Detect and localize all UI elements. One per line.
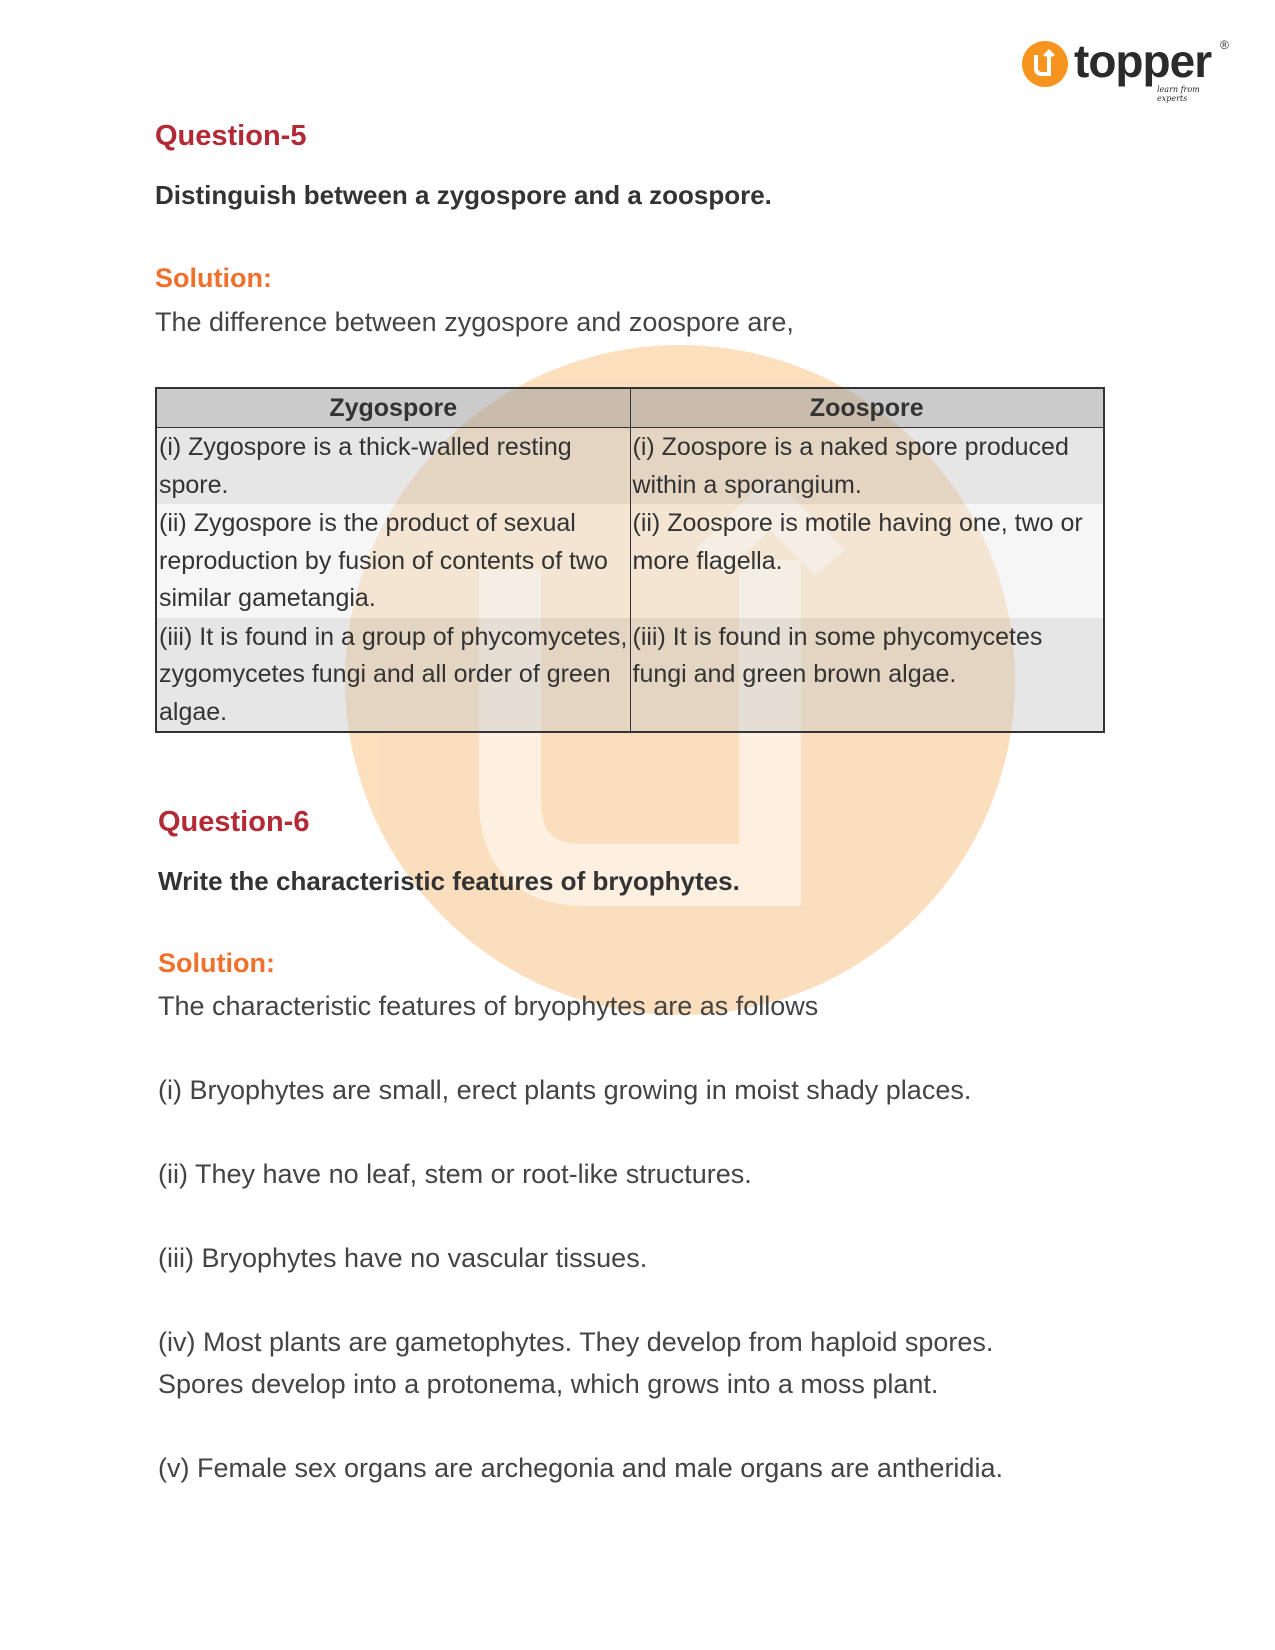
table-cell: (i) Zygospore is a thick-walled resting spore.	[156, 428, 630, 505]
table-cell: (iii) It is found in a group of phycomycetes, zygomycetes fungi and all order of green algae.	[156, 618, 630, 733]
u-logo-icon	[1022, 41, 1068, 87]
question-6-intro: The characteristic features of bryophytes are as follows	[158, 991, 819, 1021]
table-header-zygospore: Zygospore	[156, 388, 630, 428]
table-cell: (ii) Zygospore is the product of sexual reproduction by fusion of contents of two similar gametangia.	[156, 504, 630, 618]
list-item: (iv) Most plants are gametophytes. They develop from haploid spores. Spores develop into a protonema, which grows into a moss plant.	[158, 1327, 994, 1399]
list-item: (ii) They have no leaf, stem or root-like structures.	[158, 1159, 752, 1189]
table-row	[156, 428, 1104, 505]
brand-name: topper	[1074, 35, 1212, 87]
table-header-row	[156, 388, 1104, 428]
list-item: (iii) Bryophytes have no vascular tissues.	[158, 1243, 648, 1273]
question-5-solution-label: Solution:	[155, 263, 272, 293]
list-item: (v) Female sex organs are archegonia and male organs are antheridia.	[158, 1453, 1003, 1483]
question-6-text: Write the characteristic features of bryophytes.	[158, 866, 740, 896]
table-header-zoospore: Zoospore	[630, 388, 1104, 428]
brand-logo	[1022, 36, 1232, 106]
list-item: (i) Bryophytes are small, erect plants growing in moist shady places.	[158, 1075, 972, 1105]
table-cell: (iii) It is found in some phycomycetes fungi and green brown algae.	[630, 618, 1104, 733]
question-5-text: Distinguish between a zygospore and a zoospore.	[155, 180, 772, 210]
registered-mark: ®	[1220, 38, 1229, 52]
comparison-table	[155, 387, 1105, 733]
question-5-heading: Question-5	[155, 120, 307, 152]
question-6-heading: Question-6	[158, 806, 310, 838]
table-cell: (ii) Zoospore is motile having one, two or more flagella.	[630, 504, 1104, 618]
table-cell: (i) Zoospore is a naked spore produced within a sporangium.	[630, 428, 1104, 505]
brand-tagline: learn from experts	[1157, 85, 1200, 103]
question-6-solution-label: Solution:	[158, 948, 275, 978]
question-5-intro: The difference between zygospore and zoospore are,	[155, 307, 794, 337]
table-row	[156, 618, 1104, 733]
table-row	[156, 504, 1104, 618]
